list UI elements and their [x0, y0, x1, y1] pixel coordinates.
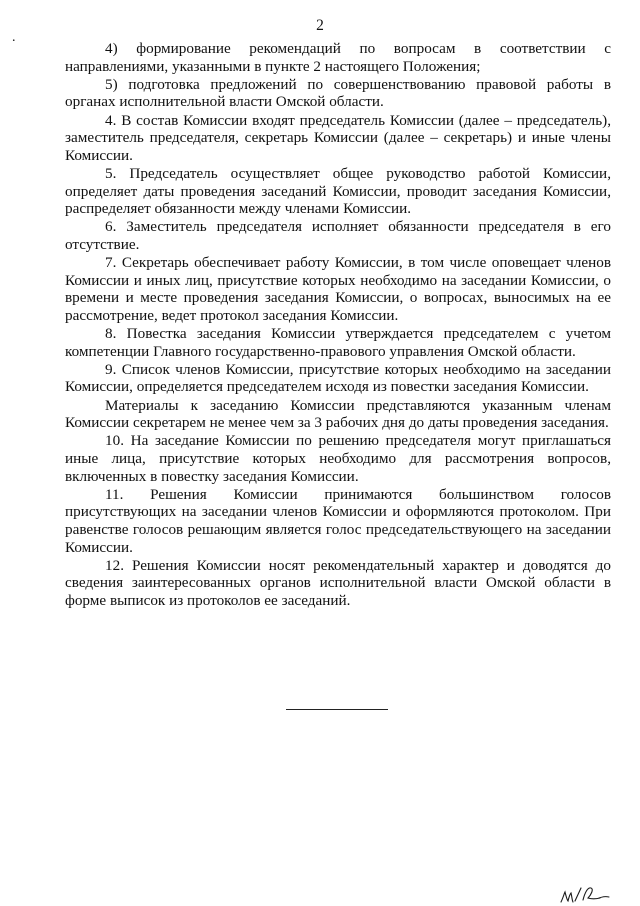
paragraph-8-agenda: 8. Повестка заседания Комиссии утверждается председателем с учетом компетенции Главного государственно-правового управления Омской области. — [65, 325, 611, 360]
margin-mark: . — [12, 30, 16, 45]
paragraph-6-deputy: 6. Заместитель председателя исполняет обязанности председателя в его отсутствие. — [65, 218, 611, 253]
paragraph-item-4-formation: 4) формирование рекомендаций по вопросам в соответствии с направлениями, указанными в пункте 2 настоящего Положения; — [65, 40, 611, 75]
paragraph-5-chairman: 5. Председатель осуществляет общее руководство работой Комиссии, определяет даты проведения заседаний Комиссии, проводит заседания Комиссии, распределяет обязанности между членами Комиссии. — [65, 164, 611, 218]
paragraph-item-5-preparation: 5) подготовка предложений по совершенствованию правовой работы в органах исполнительной власти Омской области. — [65, 75, 611, 111]
paragraph-7-secretary: 7. Секретарь обеспечивает работу Комиссии, в том числе оповещает членов Комиссии и иных лиц, присутствие которых необходимо на заседании Комиссии, о времени и месте проведения заседания Комиссии, о вопросах, выносимых на ее рассмотрение, ведет протокол заседания Комиссии. — [65, 254, 611, 324]
paragraph-12-recommendations: 12. Решения Комиссии носят рекомендательный характер и доводятся до сведения заинтересованных органов исполнительной власти Омской области в форме выписок из протоколов ее заседаний. — [65, 556, 611, 609]
paragraph-10-invited: 10. На заседание Комиссии по решению председателя могут приглашаться иные лица, присутствие которых необходимо для рассмотрения вопросов, включенных в повестку заседания Комиссии. — [65, 432, 611, 485]
paragraph-4-composition: 4. В состав Комиссии входят председатель Комиссии (далее – председатель), заместитель председателя, секретарь Комиссии (далее – секретарь) и иные члены Комиссии. — [65, 111, 611, 164]
end-divider-line — [286, 709, 388, 710]
page-number: 2 — [316, 17, 324, 34]
paragraph-11-decisions: 11. Решения Комиссии принимаются большинством голосов присутствующих на заседании членов Комиссии и оформляются протоколом. При равенстве голосов решающим является голос председательствующего на заседании Комиссии. — [65, 485, 611, 556]
document-body — [65, 40, 611, 610]
paragraph-9-materials: Материалы к заседанию Комиссии представляются указанным членам Комиссии секретарем не менее чем за 3 рабочих дня до даты проведения заседания. — [65, 396, 611, 432]
handwritten-signature — [555, 878, 615, 906]
paragraph-9-members-list: 9. Список членов Комиссии, присутствие которых необходимо на заседании Комиссии, определяется председателем исходя из повестки заседания Комиссии. — [65, 360, 611, 396]
